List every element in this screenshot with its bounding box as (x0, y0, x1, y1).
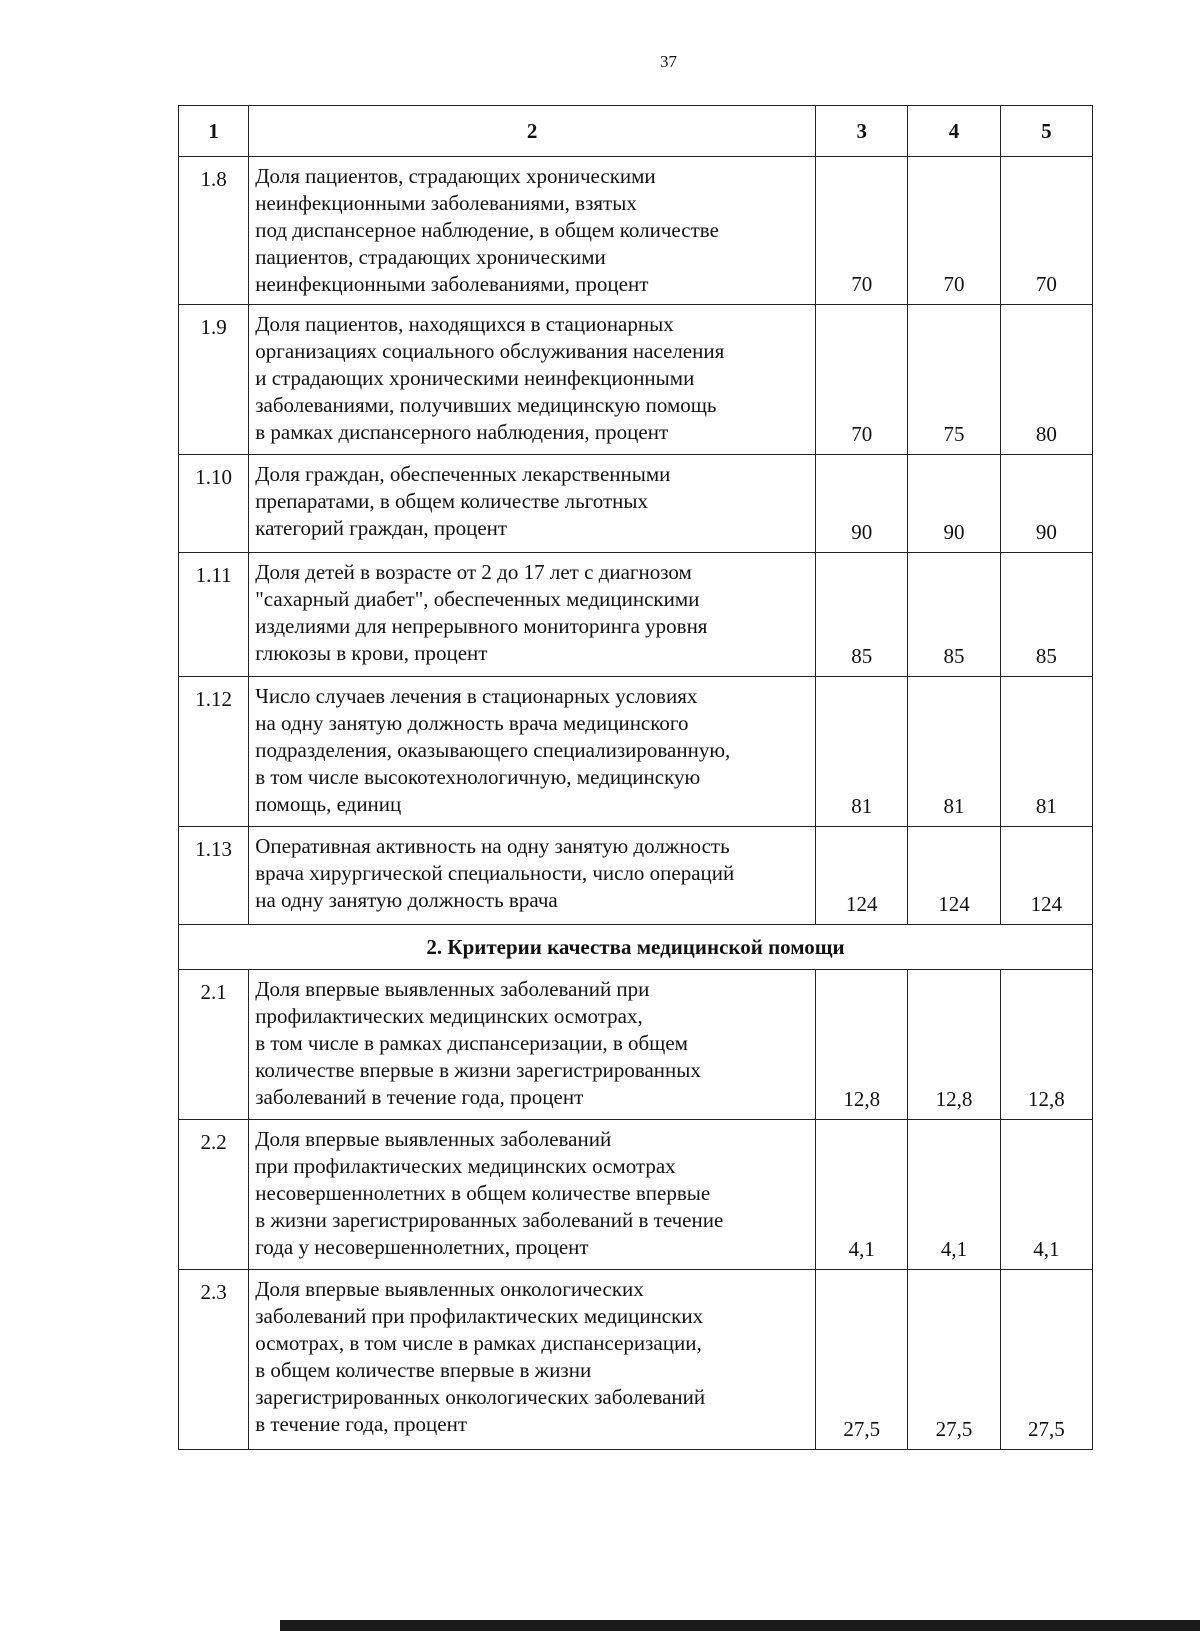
value-col-5: 4,1 (1000, 1120, 1092, 1270)
description-line: неинфекционными заболеваниями, взятых (255, 191, 637, 215)
header-col-4: 4 (908, 106, 1000, 157)
description-line: "сахарный диабет", обеспеченных медицинскими (255, 587, 700, 611)
description-line: осмотрах, в том числе в рамках диспансеризации, (255, 1331, 702, 1355)
row-number: 2.1 (179, 970, 249, 1120)
row-description (249, 1120, 816, 1270)
table-row (179, 455, 1093, 553)
row-description (249, 1270, 816, 1450)
value-col-4: 12,8 (908, 970, 1000, 1120)
row-number: 1.13 (179, 827, 249, 925)
value-col-3: 27,5 (816, 1270, 908, 1450)
value-col-4: 75 (908, 305, 1000, 455)
table-row (179, 970, 1093, 1120)
value-col-3: 70 (816, 305, 908, 455)
row-description (249, 827, 816, 925)
value-col-3: 4,1 (816, 1120, 908, 1270)
header-col-2: 2 (249, 106, 816, 157)
description-line: в течение года, процент (255, 1412, 467, 1436)
value-col-4: 90 (908, 455, 1000, 553)
row-description (249, 305, 816, 455)
value-col-4: 85 (908, 553, 1000, 677)
header-col-1: 1 (179, 106, 249, 157)
description-line: на одну занятую должность врача (255, 888, 558, 912)
description-line: Доля детей в возрасте от 2 до 17 лет с диагнозом (255, 560, 692, 584)
description-line: года у несовершеннолетних, процент (255, 1235, 589, 1259)
value-col-5: 85 (1000, 553, 1092, 677)
table-row (179, 827, 1093, 925)
row-description (249, 677, 816, 827)
description-line: в общем количестве впервые в жизни (255, 1358, 592, 1382)
header-row (179, 106, 1093, 157)
description-line: под диспансерное наблюдение, в общем количестве (255, 218, 719, 242)
description-line: зарегистрированных онкологических заболеваний (255, 1385, 706, 1409)
row-number: 2.2 (179, 1120, 249, 1270)
table-row (179, 553, 1093, 677)
value-col-4: 27,5 (908, 1270, 1000, 1450)
description-line: врача хирургической специальности, число операций (255, 861, 735, 885)
value-col-5: 124 (1000, 827, 1092, 925)
row-description (249, 157, 816, 305)
description-line: в том числе высокотехнологичную, медицинскую (255, 765, 701, 789)
description-line: Доля граждан, обеспеченных лекарственными (255, 462, 671, 486)
description-line: Оперативная активность на одну занятую должность (255, 834, 730, 858)
row-number: 1.12 (179, 677, 249, 827)
description-line: пациентов, страдающих хроническими (255, 245, 606, 269)
description-line: Доля впервые выявленных онкологических (255, 1277, 644, 1301)
description-line: заболеваниями, получивших медицинскую помощь (255, 393, 717, 417)
row-number: 1.11 (179, 553, 249, 677)
description-line: организациях социального обслуживания населения (255, 339, 725, 363)
value-col-5: 27,5 (1000, 1270, 1092, 1450)
header-col-5: 5 (1000, 106, 1092, 157)
row-number: 1.8 (179, 157, 249, 305)
rows-part-1 (179, 157, 1093, 925)
value-col-4: 4,1 (908, 1120, 1000, 1270)
value-col-4: 81 (908, 677, 1000, 827)
description-line: в жизни зарегистрированных заболеваний в течение (255, 1208, 724, 1232)
value-col-3: 70 (816, 157, 908, 305)
table-row (179, 1120, 1093, 1270)
header-col-3: 3 (816, 106, 908, 157)
row-number: 1.10 (179, 455, 249, 553)
description-line: неинфекционными заболеваниями, процент (255, 272, 649, 296)
section-row (179, 925, 1093, 970)
description-line: количестве впервые в жизни зарегистрированных (255, 1058, 701, 1082)
value-col-3: 85 (816, 553, 908, 677)
row-description (249, 970, 816, 1120)
description-line: подразделения, оказывающего специализированную, (255, 738, 731, 762)
criteria-table (178, 105, 1093, 1450)
description-line: профилактических медицинских осмотрах, (255, 1004, 643, 1028)
description-line: в том числе в рамках диспансеризации, в общем (255, 1031, 688, 1055)
description-line: изделиями для непрерывного мониторинга уровня (255, 614, 708, 638)
page-number: 37 (660, 52, 677, 71)
value-col-5: 80 (1000, 305, 1092, 455)
description-line: на одну занятую должность врача медицинского (255, 711, 689, 735)
section-title: 2. Критерии качества медицинской помощи (179, 925, 1093, 970)
description-line: помощь, единиц (255, 792, 402, 816)
description-line: категорий граждан, процент (255, 516, 508, 540)
description-line: Доля пациентов, страдающих хроническими (255, 164, 656, 188)
description-line: Доля впервые выявленных заболеваний (255, 1127, 612, 1151)
table-row (179, 157, 1093, 305)
description-line: и страдающих хроническими неинфекционными (255, 366, 695, 390)
value-col-4: 70 (908, 157, 1000, 305)
description-line: заболеваний в течение года, процент (255, 1085, 584, 1109)
description-line: глюкозы в крови, процент (255, 641, 488, 665)
description-line: в рамках диспансерного наблюдения, процент (255, 420, 669, 444)
bottom-scan-edge (280, 1620, 1200, 1631)
value-col-4: 124 (908, 827, 1000, 925)
row-description (249, 553, 816, 677)
table-row (179, 1270, 1093, 1450)
rows-part-2 (179, 970, 1093, 1450)
section-row-group (179, 925, 1093, 970)
table-row (179, 677, 1093, 827)
description-line: несовершеннолетних в общем количестве впервые (255, 1181, 711, 1205)
description-line: препаратами, в общем количестве льготных (255, 489, 649, 513)
description-line: Доля пациентов, находящихся в стационарных (255, 312, 674, 336)
value-col-5: 70 (1000, 157, 1092, 305)
value-col-5: 81 (1000, 677, 1092, 827)
description-line: при профилактических медицинских осмотрах (255, 1154, 676, 1178)
value-col-3: 81 (816, 677, 908, 827)
row-number: 1.9 (179, 305, 249, 455)
table-row (179, 305, 1093, 455)
value-col-3: 12,8 (816, 970, 908, 1120)
row-number: 2.3 (179, 1270, 249, 1450)
value-col-5: 12,8 (1000, 970, 1092, 1120)
value-col-5: 90 (1000, 455, 1092, 553)
value-col-3: 90 (816, 455, 908, 553)
description-line: заболеваний при профилактических медицинских (255, 1304, 704, 1328)
description-line: Число случаев лечения в стационарных условиях (255, 684, 698, 708)
description-line: Доля впервые выявленных заболеваний при (255, 977, 650, 1001)
value-col-3: 124 (816, 827, 908, 925)
row-description (249, 455, 816, 553)
